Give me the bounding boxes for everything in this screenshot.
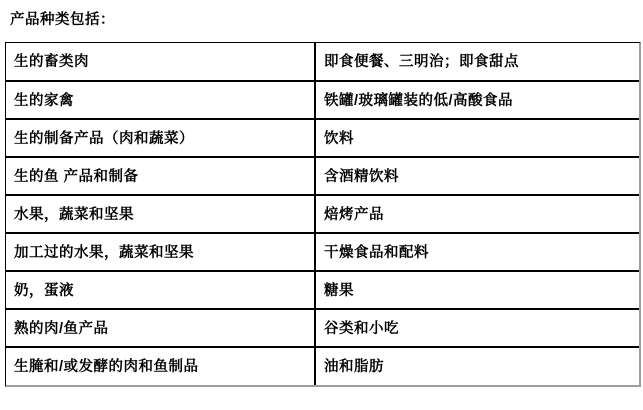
table-cell-right: 铁罐/玻璃罐装的低/高酸食品	[315, 81, 639, 119]
table-cell-left: 生的制备产品（肉和蔬菜）	[6, 119, 315, 157]
table-cell-right: 饮料	[315, 119, 639, 157]
product-category-table-grid	[6, 43, 639, 385]
table-row	[6, 309, 639, 347]
table-cell-left: 奶，蛋液	[6, 271, 315, 309]
table-row	[6, 347, 639, 385]
table-cell-left: 熟的肉/鱼产品	[6, 309, 315, 347]
table-cell-right: 含酒精饮料	[315, 157, 639, 195]
table-cell-left: 水果，蔬菜和坚果	[6, 195, 315, 233]
table-cell-right: 即食便餐、三明治；即食甜点	[315, 43, 639, 81]
table-row	[6, 81, 639, 119]
table-cell-right: 油和脂肪	[324, 359, 384, 375]
table-cell-left: 生的家禽	[6, 81, 315, 119]
page-title: 产品种类包括：	[10, 12, 115, 28]
table-cell-left: 加工过的水果，蔬菜和坚果	[6, 233, 315, 271]
table-row	[6, 233, 639, 271]
table-cell-right: 干燥食品和配料	[315, 233, 639, 271]
table-row	[6, 271, 639, 309]
table-row	[6, 43, 639, 81]
table-row	[6, 195, 639, 233]
table-cell-right: 糖果	[315, 271, 639, 309]
table-cell-left: 生的畜类肉	[6, 43, 315, 81]
table-row	[6, 119, 639, 157]
table-cell-left: 生腌和/或发酵的肉和鱼制品	[6, 347, 315, 385]
table-cell-right: 焙烤产品	[315, 195, 639, 233]
table-cell-left: 生的鱼 产品和制备	[6, 157, 315, 195]
table-cell-right: 谷类和小吃	[315, 309, 639, 347]
product-category-table	[5, 42, 641, 387]
table-row	[6, 157, 639, 195]
